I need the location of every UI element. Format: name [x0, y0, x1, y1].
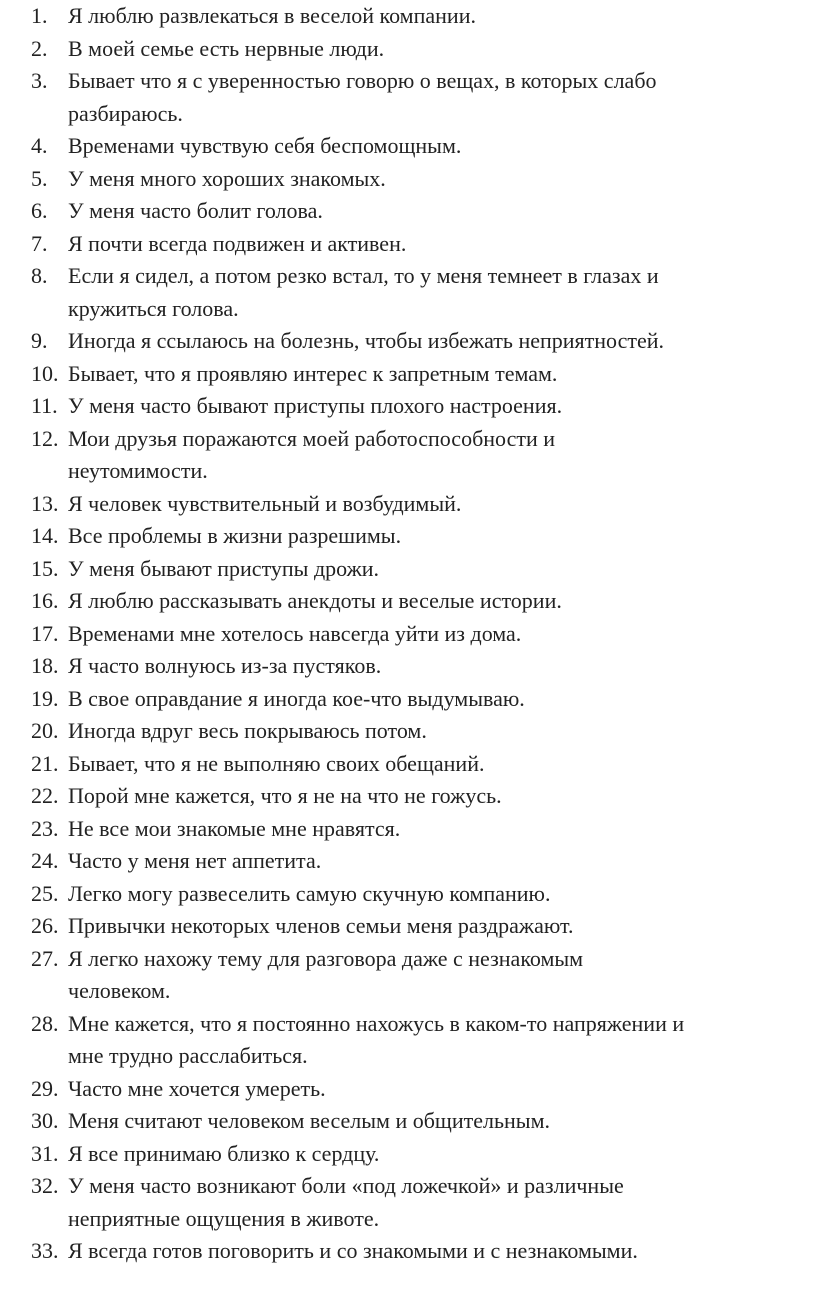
item-text-line: Я легко нахожу тему для разговора даже с незнакомым: [68, 945, 584, 971]
list-item: [0, 1008, 816, 1073]
item-number: 28.: [31, 1010, 59, 1036]
item-number: 29.: [31, 1075, 59, 1101]
item-text-line: Меня считают человеком веселым и общительным.: [68, 1108, 551, 1133]
item-text-line: Бывает что я с уверенностью говорю о вещах, в которых слабо: [68, 68, 657, 93]
item-number: 1.: [31, 3, 48, 28]
item-number: 7.: [31, 230, 48, 256]
item-number: 25.: [31, 880, 59, 906]
item-text-line: Мои друзья поражаются моей работоспособности и: [68, 425, 556, 451]
item-text-line: Я все принимаю близко к сердцу.: [68, 1140, 380, 1166]
list-item: [0, 715, 816, 748]
item-number: 6.: [31, 198, 48, 223]
item-text-line: У меня часто болит голова.: [68, 198, 323, 223]
list-item: [0, 845, 816, 878]
item-number: 32.: [31, 1173, 59, 1198]
item-text-line: человеком.: [68, 978, 171, 1003]
item-number: 2.: [31, 35, 48, 61]
item-text-line: Я человек чувствительный и возбудимый.: [68, 490, 462, 516]
item-text-line: Порой мне кажется, что я не на что не гожусь.: [68, 783, 502, 808]
list-item: [0, 1170, 816, 1235]
item-number: 3.: [31, 68, 48, 93]
item-number: 20.: [31, 718, 59, 743]
item-number: 23.: [31, 815, 59, 841]
item-text-line: У меня бывают приступы дрожи.: [68, 555, 380, 581]
list-item: [0, 780, 816, 813]
list-item: [0, 813, 816, 846]
item-number: 24.: [31, 848, 59, 873]
item-number: 11.: [31, 393, 58, 418]
item-text-line: У меня часто бывают приступы плохого настроения.: [68, 393, 563, 418]
item-text-line: Я часто волнуюсь из-за пустяков.: [68, 653, 382, 678]
item-number: 17.: [31, 620, 59, 646]
item-text-line: Иногда вдруг весь покрываюсь потом.: [68, 718, 427, 743]
item-number: 33.: [31, 1238, 59, 1263]
list-item: [0, 488, 816, 521]
item-number: 18.: [31, 653, 59, 678]
item-number: 12.: [31, 425, 59, 451]
item-text-line: мне трудно расслабиться.: [68, 1043, 308, 1068]
item-number: 27.: [31, 945, 59, 971]
item-text-line: неприятные ощущения в животе.: [68, 1205, 380, 1231]
item-number: 21.: [31, 750, 59, 776]
item-number: 15.: [31, 555, 59, 581]
item-text-line: Часто мне хочется умереть.: [68, 1075, 326, 1101]
item-number: 16.: [31, 588, 59, 613]
item-number: 26.: [31, 913, 59, 938]
list-item: [0, 325, 816, 358]
item-number: 5.: [31, 165, 48, 191]
item-text-line: У меня много хороших знакомых.: [68, 165, 386, 191]
item-text-line: Мне кажется, что я постоянно нахожусь в каком-то напряжении и: [68, 1010, 685, 1036]
list-item: [0, 0, 816, 33]
list-item: [0, 553, 816, 586]
item-text-line: Я люблю рассказывать анекдоты и веселые истории.: [68, 588, 562, 613]
list-item: [0, 228, 816, 261]
item-text-line: Легко могу развеселить самую скучную компанию.: [68, 880, 551, 906]
item-text-line: В моей семье есть нервные люди.: [68, 35, 385, 61]
list-item: [0, 358, 816, 391]
list-item: [0, 163, 816, 196]
list-item: [0, 195, 816, 228]
list-item: [0, 943, 816, 1008]
item-text-line: Не все мои знакомые мне нравятся.: [68, 815, 401, 841]
list-item: [0, 585, 816, 618]
item-text-line: Все проблемы в жизни разрешимы.: [68, 523, 402, 548]
item-number: 19.: [31, 685, 59, 711]
item-text-line: Привычки некоторых членов семьи меня раздражают.: [68, 913, 574, 938]
list-item: [0, 520, 816, 553]
item-number: 10.: [31, 360, 59, 386]
list-item: [0, 65, 816, 130]
item-text-line: Временами мне хотелось навсегда уйти из дома.: [68, 620, 522, 646]
list-item: [0, 33, 816, 66]
list-item: [0, 650, 816, 683]
item-text-line: Я почти всегда подвижен и активен.: [68, 230, 407, 256]
item-number: 30.: [31, 1108, 59, 1133]
list-item: [0, 130, 816, 163]
item-number: 9.: [31, 328, 48, 353]
item-number: 31.: [31, 1140, 59, 1166]
item-number: 4.: [31, 133, 48, 158]
list-item: [0, 1138, 816, 1171]
list-item: [0, 878, 816, 911]
list-item: [0, 910, 816, 943]
item-number: 8.: [31, 263, 48, 288]
list-item: [0, 683, 816, 716]
item-text-line: Иногда я ссылаюсь на болезнь, чтобы избежать неприятностей.: [68, 328, 664, 353]
item-text-line: Если я сидел, а потом резко встал, то у меня темнеет в глазах и: [68, 263, 659, 288]
list-item: [0, 390, 816, 423]
item-text-line: Я всегда готов поговорить и со знакомыми и с незнакомыми.: [68, 1238, 638, 1263]
item-text-line: У меня часто возникают боли «под ложечкой» и различные: [68, 1173, 624, 1198]
list-item: [0, 618, 816, 651]
item-text-line: В свое оправдание я иногда кое-что выдумываю.: [68, 685, 525, 711]
item-text-line: разбираюсь.: [68, 100, 183, 126]
item-text-line: Бывает, что я проявляю интерес к запретным темам.: [68, 360, 558, 386]
item-text-line: неутомимости.: [68, 458, 208, 483]
list-item: [0, 1073, 816, 1106]
item-number: 22.: [31, 783, 59, 808]
item-number: 13.: [31, 490, 59, 516]
list-item: [0, 748, 816, 781]
list-item: [0, 1105, 816, 1138]
item-text-line: Часто у меня нет аппетита.: [68, 848, 322, 873]
list-item: [0, 1235, 816, 1268]
item-text-line: Я люблю развлекаться в веселой компании.: [68, 3, 476, 28]
item-text-line: кружиться голова.: [68, 295, 239, 321]
item-text-line: Бывает, что я не выполняю своих обещаний.: [68, 750, 485, 776]
list-item: [0, 423, 816, 488]
item-number: 14.: [31, 523, 59, 548]
list-item: [0, 260, 816, 325]
item-text-line: Временами чувствую себя беспомощным.: [68, 133, 462, 158]
